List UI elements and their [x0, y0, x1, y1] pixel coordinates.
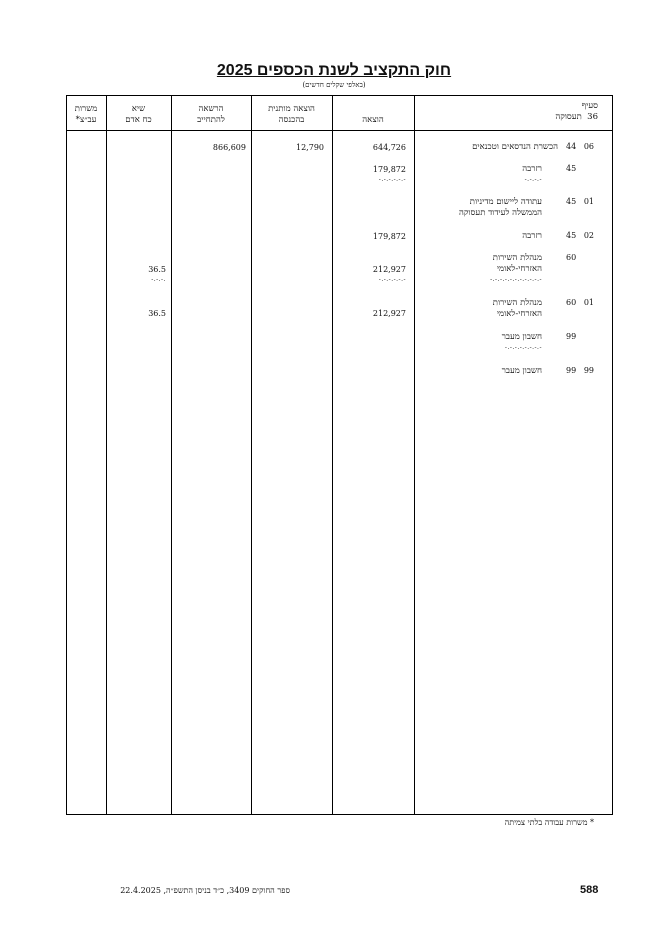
row-expense: 644,726	[372, 143, 406, 152]
row-authorization: 866,609	[212, 143, 246, 152]
column-divider	[106, 95, 107, 815]
header-expense: הוצאה	[362, 115, 384, 125]
row-expense: 179,872	[372, 232, 406, 241]
row-codes: 99 99	[566, 366, 595, 375]
header-authorization: הרשאה להתחייב	[197, 104, 225, 125]
page-number: 588	[580, 884, 599, 896]
row-label-dash: -.-.-.-.-.-.-.-	[504, 344, 542, 351]
row-label: מנהלת השירות האזרחי-לאומי	[492, 253, 542, 274]
row-label: רזרבה	[522, 231, 542, 241]
header-positions: משרות עב״צ*	[74, 104, 98, 125]
row-codes: 99	[566, 332, 577, 341]
row-expense: 212,927	[372, 309, 406, 318]
row-codes: 60 01	[566, 298, 595, 307]
column-divider	[332, 95, 333, 815]
row-codes: 45	[566, 164, 577, 173]
row-label-dash: -.-.-.-	[524, 176, 542, 183]
row-peak: 36.5	[148, 309, 166, 318]
row-peak: 36.5	[148, 265, 166, 274]
row-expense: 179,872	[372, 165, 406, 174]
row-expense-dash: -.-.-.-.-.-	[378, 176, 406, 183]
page-subtitle: (באלפי שקלים חדשים)	[302, 81, 366, 89]
column-divider	[171, 95, 172, 815]
row-label: חשבון מעבר	[501, 332, 542, 342]
header-section-label: סעיף	[581, 101, 598, 111]
row-codes: 60	[566, 253, 577, 262]
row-peak-dash: -.-.-.	[151, 276, 166, 283]
row-label: רזרבה	[522, 164, 542, 174]
header-section-name: 36 תעסוקה	[555, 112, 598, 122]
row-expense: 212,927	[372, 265, 406, 274]
row-codes: 45 01	[566, 197, 595, 206]
row-expense-dash: -.-.-.-.-.-	[378, 276, 406, 283]
row-label: עתודה ליישום מדיניות הממשלה לעידוד תעסוקה	[458, 197, 542, 218]
row-label-dash: -.-.-.-.-.-.-.-.-.-.-	[490, 276, 542, 283]
column-divider	[251, 95, 252, 815]
row-label: מנהלת השירות האזרחי-לאומי	[492, 298, 542, 319]
header-peak-manpower: שיא כח אדם	[125, 104, 152, 125]
row-codes: 45 02	[566, 231, 595, 240]
footnote: * משרות עבודה בלתי צמיתה	[504, 818, 594, 827]
page-title: חוק התקציב לשנת הכספים 2025	[216, 62, 452, 79]
row-label: הכשרת הנדסאים וטכנאים	[472, 142, 558, 152]
header-section	[520, 101, 598, 123]
row-codes: 44 06	[566, 142, 595, 151]
row-label: חשבון מעבר	[501, 366, 542, 376]
page-footer: ספר החוקים 3409, כ״ד בניסן התשפ״ה, 22.4.2025	[120, 886, 290, 895]
header-conditional: הוצאה מותנית בהכנסה	[268, 104, 315, 125]
row-conditional: 12,790	[296, 143, 324, 152]
header-divider	[66, 130, 613, 131]
